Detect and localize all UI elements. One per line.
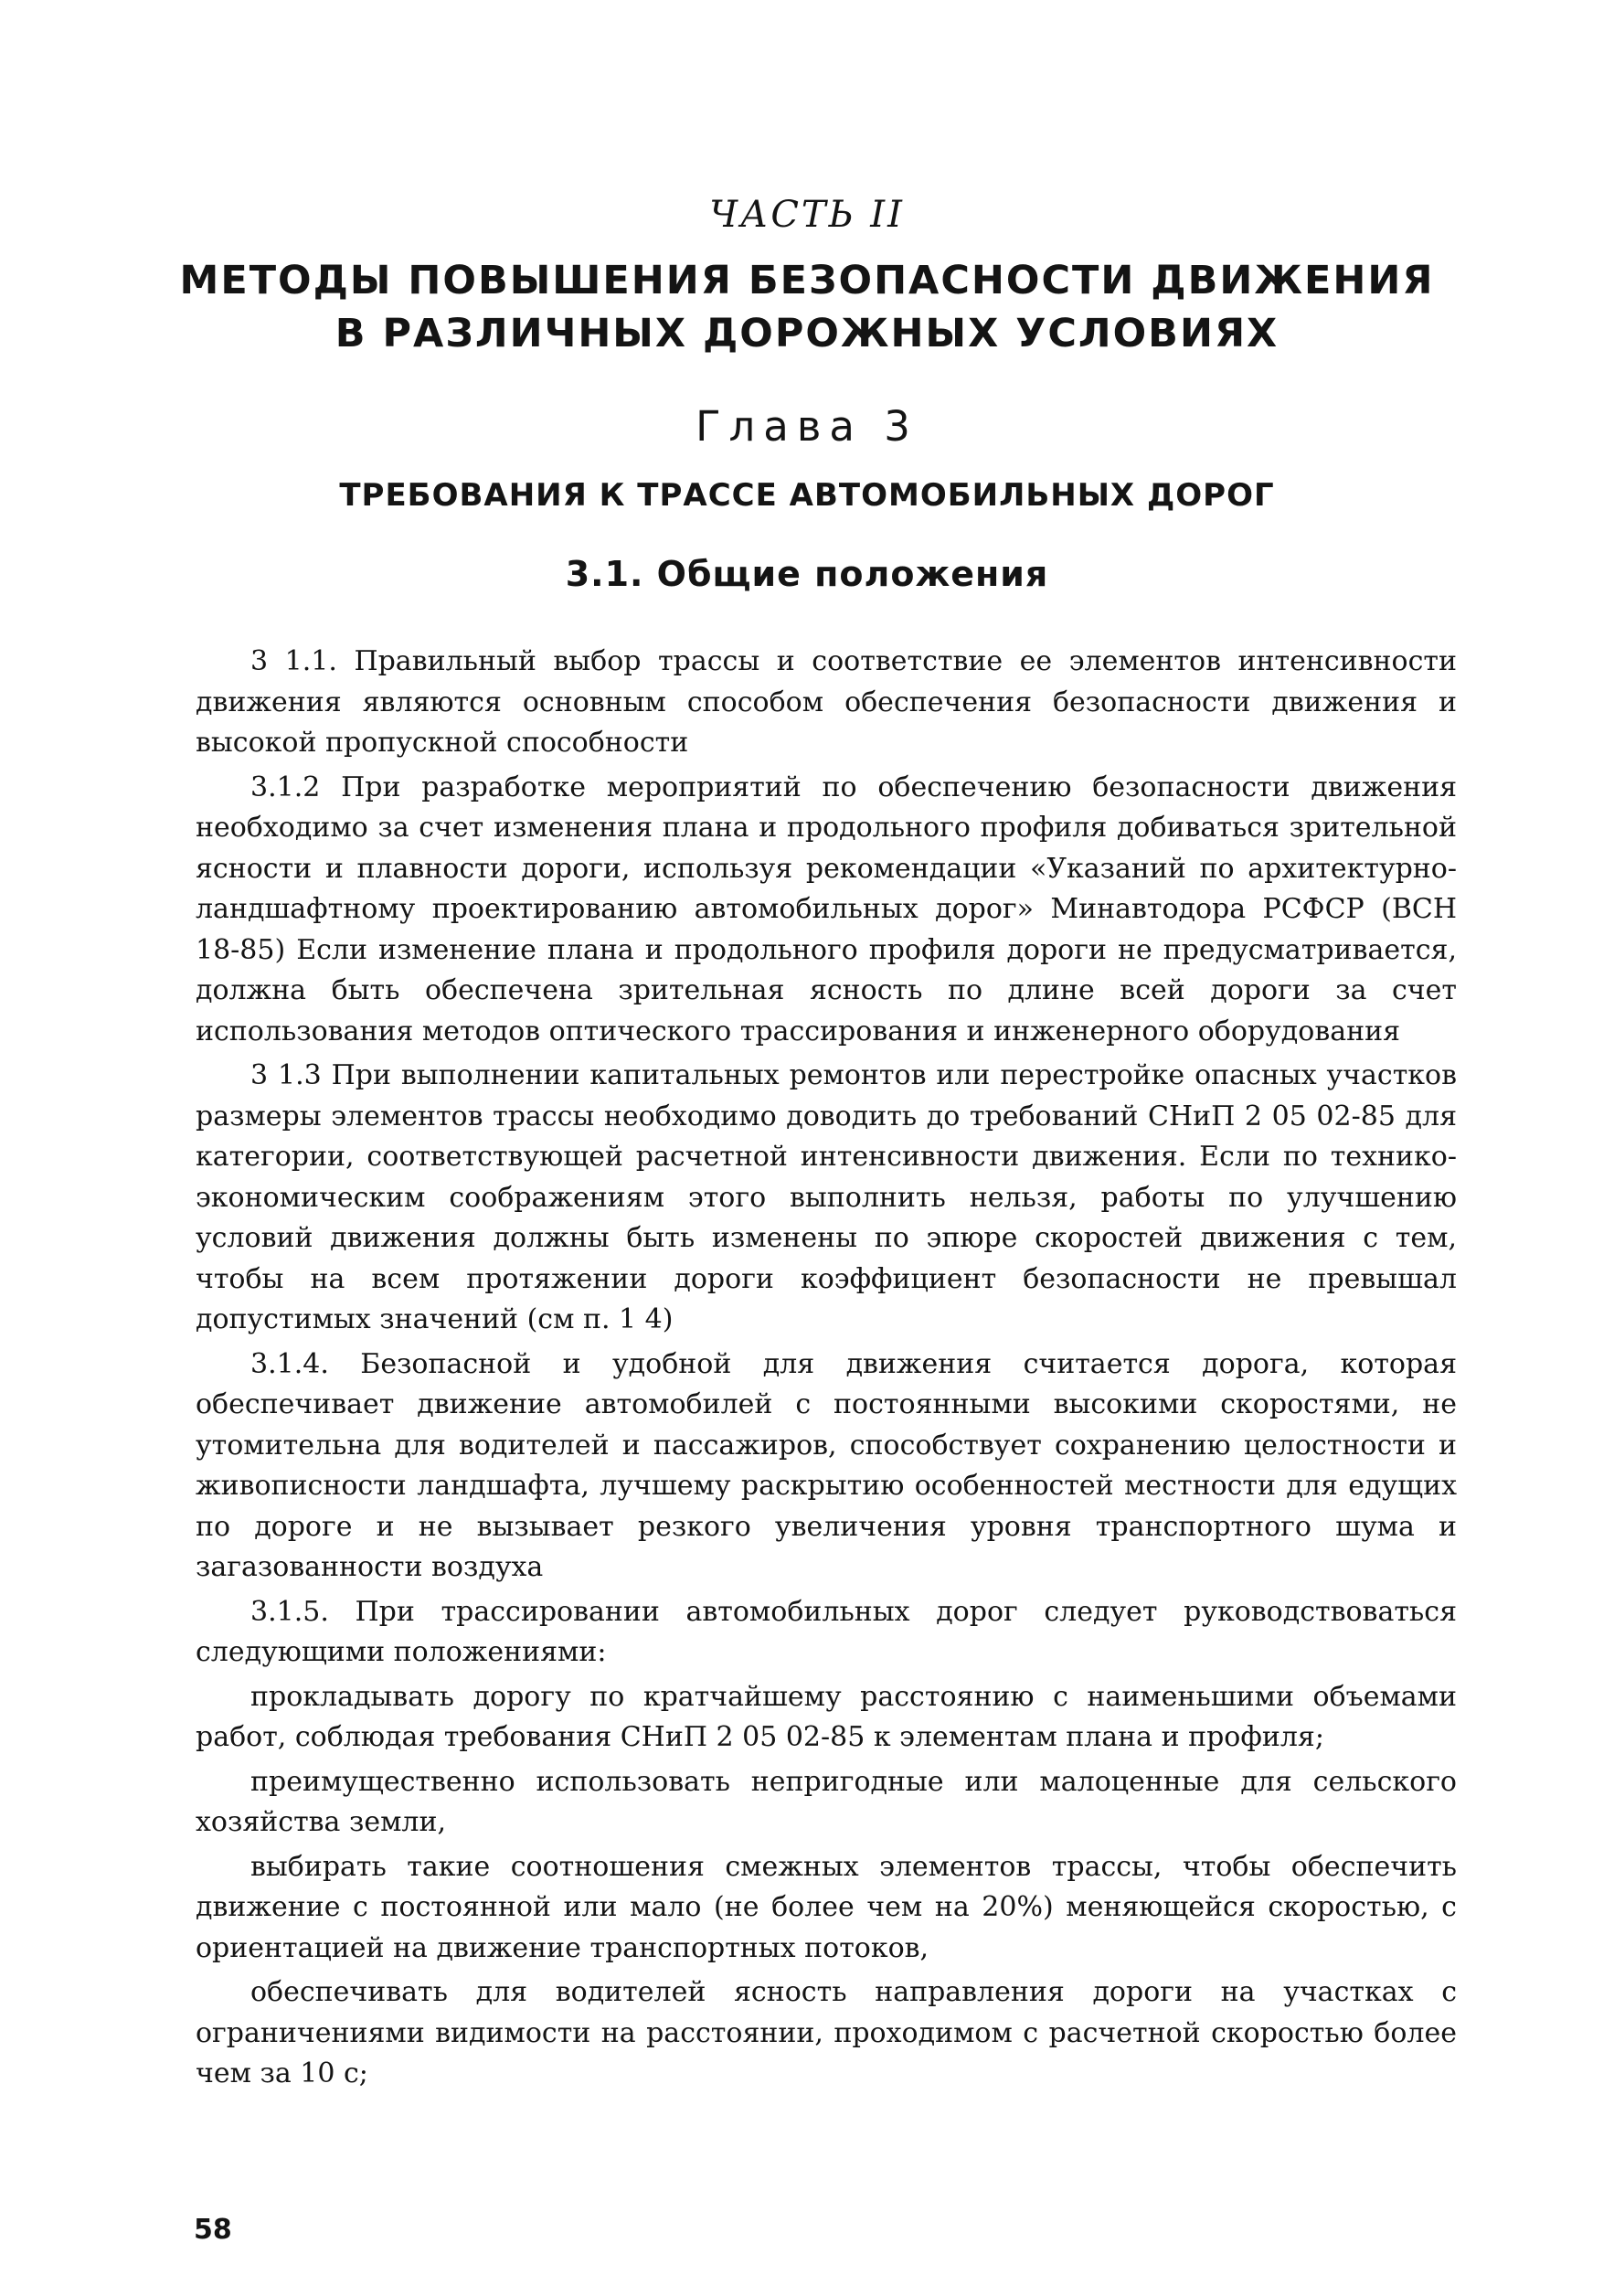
- main-title-line-1: МЕТОДЫ ПОВЫШЕНИЯ БЕЗОПАСНОСТИ ДВИЖЕНИЯ: [179, 258, 1435, 303]
- list-item: прокладывать дорогу по кратчайшему расстоянию с наименьшими объемами работ, соблюдая требования СНиП 2 05 02-85 к элементам плана и профиля;: [196, 1680, 1457, 1753]
- part-label: ЧАСТЬ II: [709, 194, 905, 236]
- paragraph-3-1-3: 3 1.3 При выполнении капитальных ремонтов или перестройке опасных участков размеры элементов трассы необходимо доводить до требований СНиП 2 05 02-85 для категории, соответствующей расчетной интенсивности движения. Если по технико-экономическим соображениям этого выполнить нельзя, работы по улучшению условий движения должны быть изменены по эпюре скоростей движения с тем, чтобы на всем протяжении дороги коэффициент безопасности не превышал допустимых значений (см п. 1 4): [196, 1059, 1457, 1335]
- section-title: 3.1. Общие положения: [565, 554, 1049, 594]
- paragraph-3-1-4: 3.1.4. Безопасной и удобной для движения считается дорога, которая обеспечивает движение автомобилей с постоянными высокими скоростями, не утомительна для водителей и пассажиров, способствует сохранению целостности и живописности ландшафта, лучшему раскрытию особенностей местности для едущих по дороге и не вызывает резкого увеличения уровня транспортного шума и загазованности воздуха: [196, 1347, 1457, 1583]
- chapter-title: ТРЕБОВАНИЯ К ТРАССЕ АВТОМОБИЛЬНЫХ ДОРОГ: [339, 477, 1275, 514]
- paragraph-3-1-1: 3 1.1. Правильный выбор трассы и соответствие ее элементов интенсивности движения являются основным способом обеспечения безопасности движения и высокой пропускной способности: [196, 645, 1457, 759]
- list-item: выбирать такие соотношения смежных элементов трассы, чтобы обеспечить движение с постоянной или мало (не более чем на 20%) меняющейся скоростью, с ориентацией на движение транспортных потоков,: [196, 1850, 1457, 1964]
- list-item: обеспечивать для водителей ясность направления дороги на участках с ограничениями видимости на расстоянии, проходимом с расчетной скоростью более чем за 10 с;: [196, 1976, 1457, 2089]
- paragraph-3-1-2: 3.1.2 При разработке мероприятий по обеспечению безопасности движения необходимо за счет изменения плана и продольного профиля добиваться зрительной ясности и плавности дороги, используя рекомендации «Указаний по архитектурно-ландшафтному проектированию автомобильных дорог» Минавтодора РСФСР (ВСН 18-85) Если изменение плана и продольного профиля дороги не предусматривается, должна быть обеспечена зрительная ясность по длине всей дороги за счет использования методов оптического трассирования и инженерного оборудования: [196, 771, 1457, 1047]
- body-text: [196, 642, 1457, 2099]
- chapter-label: Глава 3: [696, 402, 918, 451]
- main-title: [0, 254, 1614, 360]
- paragraph-3-1-5: 3.1.5. При трассировании автомобильных дорог следует руководствоваться следующими положениями:: [196, 1595, 1457, 1668]
- page-number: 58: [194, 2214, 232, 2246]
- list-item: преимущественно использовать непригодные или малоценные для сельского хозяйства земли,: [196, 1765, 1457, 1838]
- main-title-line-2: В РАЗЛИЧНЫХ ДОРОЖНЫХ УСЛОВИЯХ: [334, 311, 1280, 356]
